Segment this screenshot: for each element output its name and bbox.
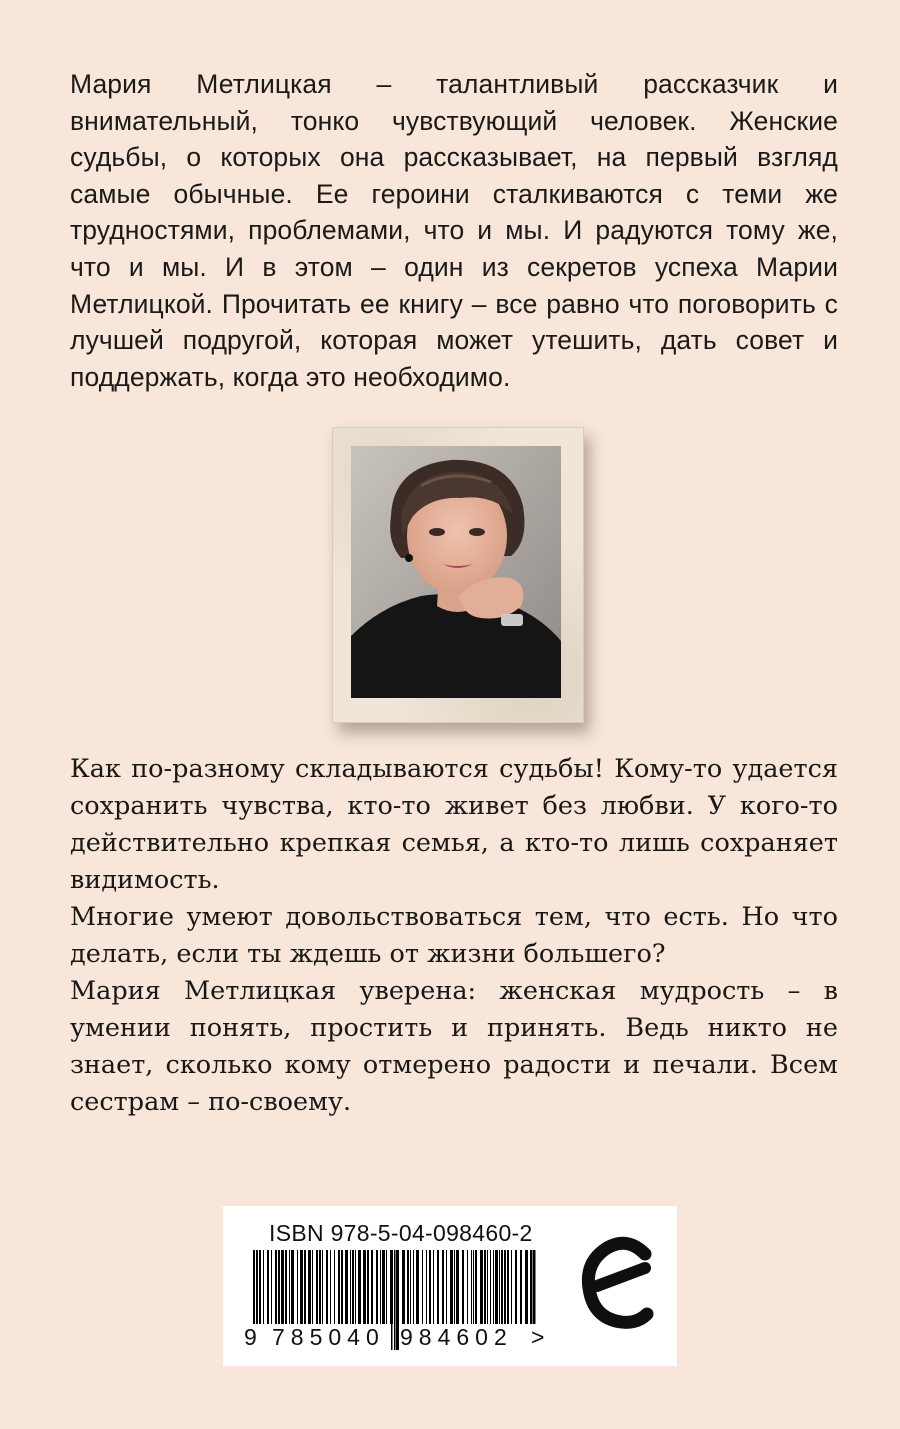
barcode-bar [319, 1250, 321, 1324]
barcode-bar [433, 1250, 434, 1324]
barcode-guard-bar [391, 1250, 393, 1350]
barcode-bar [462, 1250, 464, 1324]
barcode-bar [493, 1250, 494, 1324]
barcode-bar [322, 1250, 323, 1324]
barcode-bar [271, 1250, 272, 1324]
barcode-digit-group-2: 984602 [400, 1324, 513, 1350]
barcode-bar [304, 1250, 306, 1324]
barcode-bar [410, 1250, 411, 1324]
barcode-bar [371, 1250, 373, 1324]
barcode-bar [467, 1250, 468, 1324]
barcode-bar [450, 1250, 453, 1324]
barcode-bar [382, 1250, 385, 1324]
barcode-bar [484, 1250, 486, 1324]
barcode-bar [291, 1250, 294, 1324]
barcode-panel [223, 1206, 677, 1366]
barcode-bar [278, 1250, 280, 1324]
barcode-bar [267, 1250, 269, 1324]
barcode-bar [473, 1250, 474, 1324]
barcode-bar [355, 1250, 356, 1324]
book-annotation [70, 751, 838, 1121]
barcode-bar [358, 1250, 361, 1324]
barcode-bar [471, 1250, 472, 1324]
barcode-bar [515, 1250, 517, 1324]
barcode-bar [407, 1250, 409, 1324]
author-description: Мария Метлицкая – талантливый рассказчик и внимательный, тонко чувствующий человек. Женские судьбы, о которых она рассказывает, на первый взгляд самые обычные. Ее героини сталкиваются с теми же трудностями, проблемами, что и мы. И радуются тому же, что и мы. И в этом – один из секретов успеха Марии Метлицкой. Прочитать ее книгу – все равно что поговорить с лучшей подругой, которая может утешить, дать совет и поддержать, когда это необходимо. [70, 69, 838, 392]
barcode-bar [490, 1250, 491, 1324]
barcode-bar [300, 1250, 303, 1324]
barcode-bar [350, 1250, 351, 1324]
barcode-bar [345, 1250, 348, 1324]
barcode-bar [259, 1250, 261, 1324]
barcode-bar [289, 1250, 290, 1324]
annotation-paragraph-3: Мария Метлицкая уверена: женская мудрость – в умении понять, простить и принять. Ведь никто не знает, сколько кому отмерено радости и печали. Всем сестрам – по-своему. [70, 976, 838, 1117]
barcode-bar [507, 1250, 509, 1324]
barcode-bar [525, 1250, 528, 1324]
barcode-guard-bar [394, 1250, 396, 1350]
eksmo-logo-icon [575, 1226, 665, 1346]
barcode-bar [380, 1250, 381, 1324]
barcode-bar [334, 1250, 335, 1324]
barcode-bar [338, 1250, 340, 1324]
barcode-bar [520, 1250, 522, 1324]
author-portrait [351, 446, 561, 698]
barcode-bar [533, 1250, 534, 1324]
barcode-bar [437, 1250, 439, 1324]
barcode-bar [352, 1250, 354, 1324]
barcode-bar [402, 1250, 405, 1324]
barcode-bar [413, 1250, 414, 1324]
barcode-bar [454, 1250, 455, 1324]
barcode-bar [308, 1250, 311, 1324]
isbn-label: ISBN 978-5-04-098460-2 [269, 1220, 533, 1246]
barcode-bar [511, 1250, 512, 1324]
photo-frame [332, 427, 584, 723]
barcode-bar [386, 1250, 387, 1324]
annotation-paragraph-1: Как по-разному складываются судьбы! Кому-то удается сохранить чувства, кто-то живет без любви. У кого-то действительно крепкая семья, а кто-то лишь сохраняет видимость. [70, 754, 838, 895]
barcode-bar [504, 1250, 506, 1324]
barcode-bar [275, 1250, 277, 1324]
barcode-bar [480, 1250, 483, 1324]
barcode-bar [312, 1250, 313, 1324]
barcode-bar [499, 1250, 500, 1324]
barcode-bar [330, 1250, 331, 1324]
barcode-digit-lead: 9 [244, 1324, 257, 1350]
barcode-bar [363, 1250, 366, 1324]
barcode-bar [426, 1250, 427, 1324]
barcode-bar [456, 1250, 459, 1324]
barcode-digit-group-1: 785040 [272, 1324, 385, 1350]
barcode-bar [495, 1250, 498, 1324]
barcode-bar [326, 1250, 328, 1324]
barcode-bar [442, 1250, 444, 1324]
annotation-paragraph-2: Многие умеют довольствоваться тем, что есть. Но что делать, если ты ждешь от жизни большего? [70, 902, 838, 969]
barcode-bar [416, 1250, 419, 1324]
barcode-bar [367, 1250, 369, 1324]
barcode-bar [530, 1250, 531, 1324]
barcode-bar [281, 1250, 284, 1324]
barcode-bar [429, 1250, 431, 1324]
barcode-bar [446, 1250, 447, 1324]
barcode-bar [487, 1250, 488, 1324]
barcode-bar [285, 1250, 287, 1324]
barcode-bar [297, 1250, 298, 1324]
barcode-digit-trail: > [531, 1324, 545, 1350]
barcode-bar [475, 1250, 477, 1324]
barcode-bar [263, 1250, 264, 1324]
barcode-bar [376, 1250, 378, 1324]
barcode-bar [316, 1250, 318, 1324]
barcode-bar [422, 1250, 423, 1324]
barcode-bar [501, 1250, 503, 1324]
barcode-bar [341, 1250, 343, 1324]
